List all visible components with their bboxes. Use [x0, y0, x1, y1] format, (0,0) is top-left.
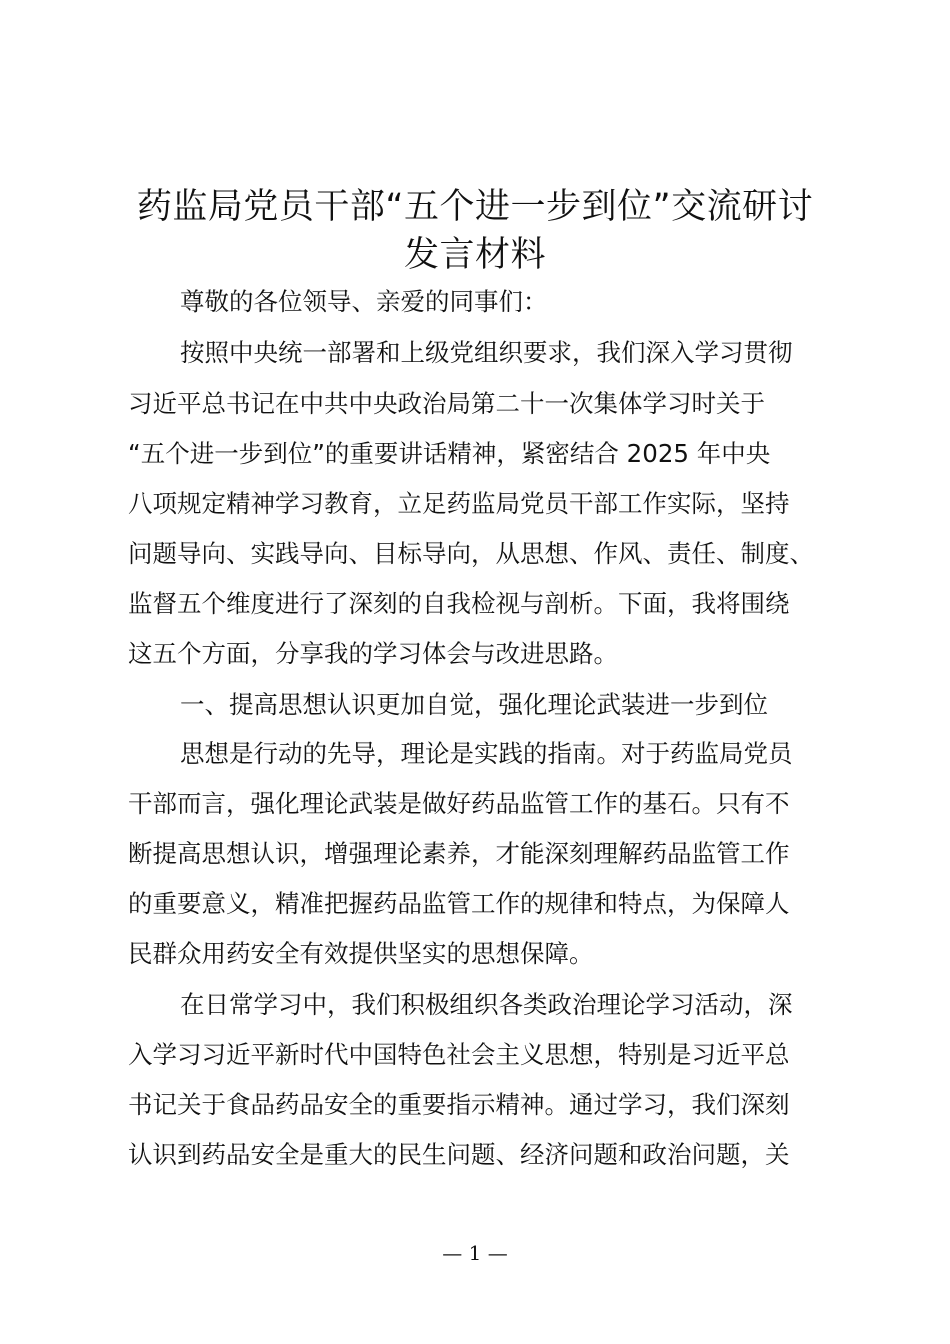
- document-title-line-2: 发言材料: [403, 235, 546, 275]
- paragraph-line: 断提高思想认识，增强理论素养，才能深刻理解药品监管工作: [128, 839, 790, 868]
- paragraph-line: 这五个方面，分享我的学习体会与改进思路。: [128, 639, 618, 668]
- paragraph-line: 八项规定精神学习教育，立足药监局党员干部工作实际，坚持: [128, 489, 790, 518]
- paragraph-line: “五个进一步到位”的重要讲话精神，紧密结合 2025 年中央: [128, 439, 771, 468]
- paragraph-line: 思想是行动的先导，理论是实践的指南。对于药监局党员: [180, 739, 793, 768]
- paragraph-line: 习近平总书记在中共中央政治局第二十一次集体学习时关于: [128, 389, 765, 418]
- paragraph-line: 监督五个维度进行了深刻的自我检视与剖析。下面，我将围绕: [128, 589, 790, 618]
- paragraph-line: 认识到药品安全是重大的民生问题、经济问题和政治问题，关: [128, 1140, 790, 1169]
- paragraph-line: 书记关于食品药品安全的重要指示精神。通过学习，我们深刻: [128, 1090, 790, 1119]
- section-heading: 一、提高思想认识更加自觉，强化理论武装进一步到位: [180, 690, 768, 719]
- paragraph-line: 民群众用药安全有效提供坚实的思想保障。: [128, 939, 594, 968]
- paragraph-line: 入学习习近平新时代中国特色社会主义思想，特别是习近平总: [128, 1040, 790, 1069]
- paragraph-line: 问题导向、实践导向、目标导向，从思想、作风、责任、制度、: [128, 539, 814, 568]
- salutation: 尊敬的各位领导、亲爱的同事们：: [180, 287, 548, 316]
- document-title-line-1: 药监局党员干部“五个进一步到位”交流研讨: [136, 187, 814, 227]
- paragraph-line: 干部而言，强化理论武装是做好药品监管工作的基石。只有不: [128, 789, 790, 818]
- paragraph-line: 的重要意义，精准把握药品监管工作的规律和特点，为保障人: [128, 889, 790, 918]
- paragraph-line: 在日常学习中，我们积极组织各类政治理论学习活动，深: [180, 990, 793, 1019]
- page-number: — 1 —: [442, 1241, 508, 1265]
- paragraph-line: 按照中央统一部署和上级党组织要求，我们深入学习贯彻: [180, 338, 793, 367]
